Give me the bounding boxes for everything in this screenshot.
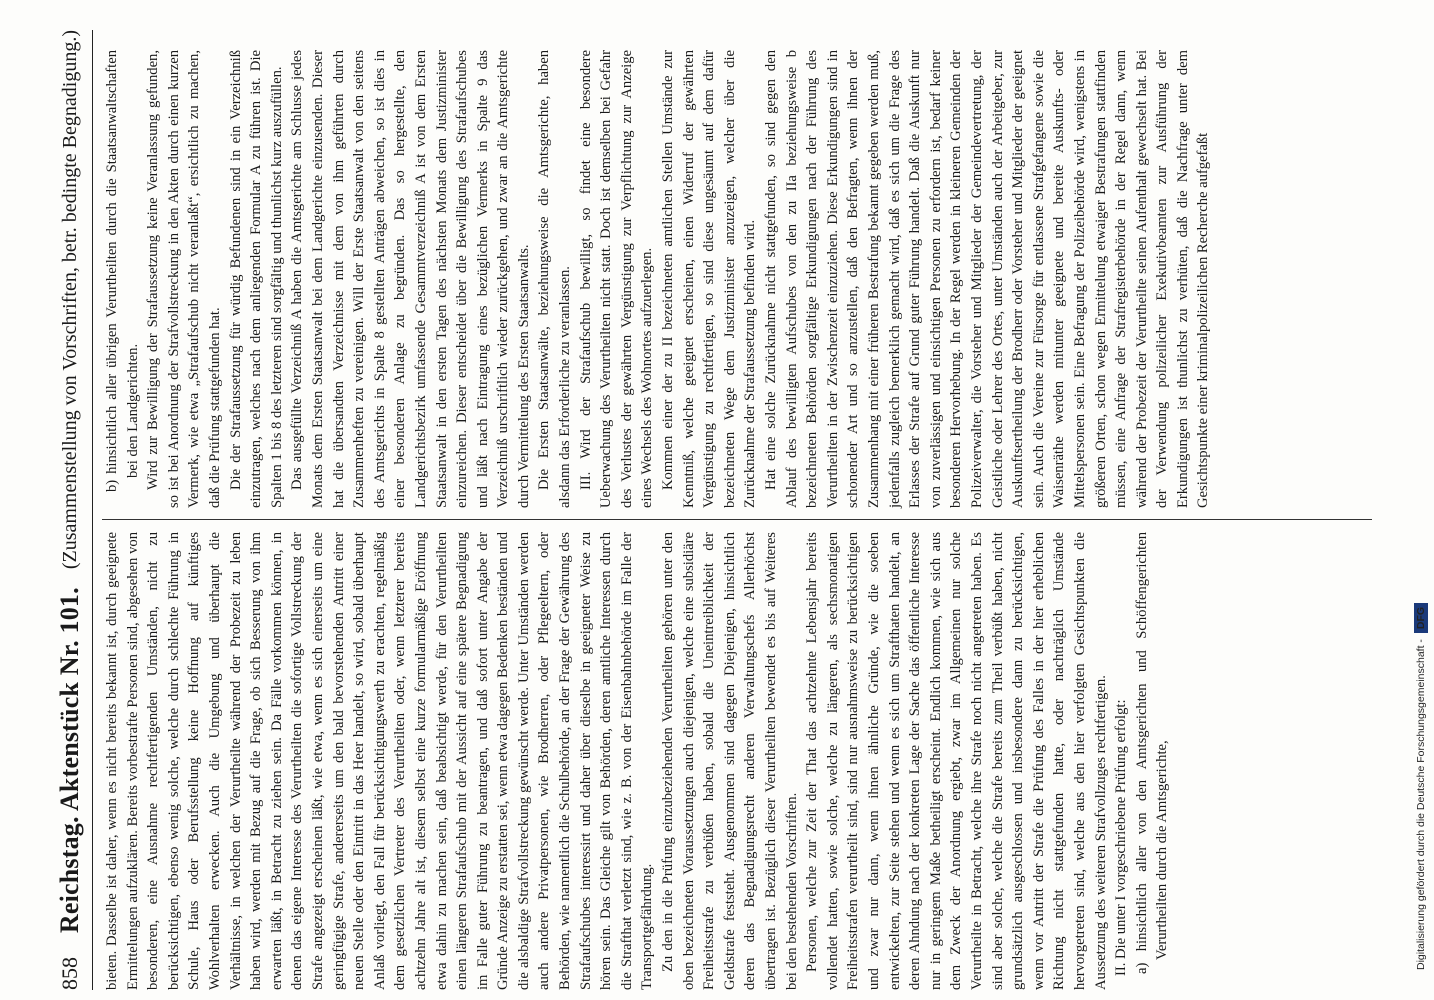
left-paragraph: Zu den in die Prüfung einzubeziehenden Verurtheilten gehören unter den oben bezeichneten Voraussetzungen auch diejenigen, welche eine subsidiäre Freiheitsstrafe zu verbüßen haben, sobald die Uneintreiblichkeit der Geldstrafe feststeht. Ausgenommen sind dagegen Diejenigen, hinsichtlich deren das Begnadigungsrecht anderen Verwaltungschefs Allerhöchst übertragen ist. Bezüglich dieser Verurtheilten bewendet es bis auf Weiteres bei den bestehenden Vorschriften.: [660, 532, 800, 990]
left-paragraph: Personen, welche zur Zeit der That das achtzehnte Lebensjahr bereits vollendet hatten, sowie solche, welche zu längeren, als sechsmonatigen Freiheitsstrafen verurtheilt sind, sind nur ausnahmsweise zu berücksichtigen und zwar nur dann, wenn ihnen ähnliche Gründe, wie die soeben entwickelten, zur Seite stehen und wenn es sich um Strafthaten handelt, an deren Ahndung nach der konkreten Lage der Sache das öffentliche Interesse nur in geringem Maße betheiligt erscheint. Endlich kommen, wie sich aus dem Zweck der Anordnung ergiebt, zwar im Allgemeinen nur solche Verurtheilte in Betracht, welche ihre Strafe noch nicht angetreten haben. Es sind aber solche, welche die Strafe bereits zum Theil verbüßt haben, nicht grundsätzlich ausgeschlossen und insbesondere dann zu berücksichtigen, wenn vor Antritt der Strafe die Prüfung des Falles in der hier erheblichen Richtung nicht stattgefunden hatte, oder nachträglich Umstände hervorgetreten sind, welche aus den hier verfolgten Gesichtspunkten die Aussetzung des weiteren Strafvollzuges rechtfertigen.: [804, 532, 1109, 990]
rotated-document: [50, 30, 1390, 990]
right-column: [102, 50, 1214, 508]
column-divider: [102, 519, 1372, 520]
digitization-note-label: Digitalisierung gefördert durch die Deutsche Forschungsgemeinschaft -: [1415, 639, 1427, 970]
left-paragraph: bieten. Dasselbe ist daher, wenn es nicht bereits bekannt ist, durch geeignete Ermittelungen aufzuklären. Bereits vorbestrafte Personen sind, abgesehen von besonderen, eine Ausnahme rechtfertigenden Umständen, nicht zu berücksichtigen, ebenso wenig solche, welche durch schlechte Führung in Schule, Haus oder Berufsstellung keine Hoffnung auf künftiges Wohlverhalten erwecken. Auch die Umgebung und überhaupt die Verhältnisse, in welchen der Verurtheilte während der Probezeit zu leben haben wird, werden mit Bezug auf die Frage, ob sich Besserung von ihm erwarten läßt, in Betracht zu ziehen sein. Da Fälle vorkommen können, in denen das eigene Interesse des Verurtheilten die sofortige Vollstreckung der Strafe angezeigt erscheinen läßt, wie etwa, wenn es sich einerseits um eine geringfügige Strafe, andererseits um den bald bevorstehenden Antritt einer neuen Stelle oder den Eintritt in das Heer handelt, so wird, sobald überhaupt Anlaß vorliegt, den Fall für berücksichtigungswerth zu erachten, regelmäßig dem gesetzlichen Vertreter des Verurtheilten oder, wenn letzterer bereits achtzehn Jahre alt ist, diesem selbst eine kurze formularmäßige Eröffnung etwa dahin zu machen sein, daß beabsichtigt werde, für den Verurtheilten einen längeren Strafaufschub mit der Aussicht auf eine spätere Begnadigung im Falle guter Führung zu beantragen, und daß sofort unter Angabe der Gründe Anzeige zu erstatten sei, wenn etwa dagegen Bedenken beständen und die alsbaldige Strafvollstreckung gewünscht werde. Unter Umständen werden auch andere Privatpersonen, wie Brodherren, oder Pflegeeltern, oder Behörden, wie namentlich die Schulbehörde, an der Frage der Gewährung des Strafaufschubes interessirt und daher über dieselbe in geeigneter Weise zu hören sein. Das Gleiche gilt von Behörden, deren amtliche Interessen durch die Strafthat verletzt sind, wie z. B. von der Eisenbahnbehörde im Falle der Transportgefährdung.: [104, 532, 656, 990]
document-title: Reichstag. Aktenstück Nr. 101.: [55, 587, 84, 934]
dfg-badge: DFG: [1414, 603, 1428, 633]
right-paragraph: Wird zur Bewilligung der Strafaussetzung keine Veranlassung gefunden, so ist bei Anordnung der Strafvollstreckung in den Akten durch einen kurzen Vermerk, wie etwa „Strafaufschub nicht veranlaßt“, ersichtlich zu machen, daß die Prüfung stattgefunden hat.: [145, 50, 223, 508]
right-paragraph: Die der Strafaussetzung für würdig Befundenen sind in ein Verzeichniß einzutragen, welches nach dem anliegenden Formular A zu führen ist. Die Spalten 1 bis 8 des letzteren sind sorgfältig und thunlichst kurz auszufüllen.: [227, 50, 285, 508]
right-paragraph: Hat eine solche Zurücknahme nicht stattgefunden, so sind gegen den Ablauf des bewilligten Aufschubes von den zu IIa beziehungsweise b bezeichneten Behörden sorgfältige Erkundigungen nach der Führung des Verurtheilten in der Zwischenzeit einzuziehen. Diese Erkundigungen sind in schonender Art und so anzustellen, daß den Befragten, wenn ihnen der Zusammenhang mit einer früheren Bestrafung bekannt gegeben werden muß, jedenfalls zugleich bemerklich gemacht wird, daß es sich um die Frage des Erlasses der Strafe auf Grund guter Führung handelt. Daß die Auskunft nur von zuverlässigen und einsichtigen Personen zu erfordern ist, bedarf keiner besonderen Hervorhebung. In der Regel werden in kleineren Gemeinden der Polizeiverwalter, die Vorsteher und Mitglieder der Gemeindevertretung, der Geistliche oder Lehrer des Ortes, unter Umständen auch der Arbeitgeber, zur Auskunftsertheilung der Brodherr oder Vorsteher und Mitglieder der geeignet sein. Auch die Vereine zur Fürsorge für entlassene Strafgefangene sowie die Waisenräthe werden mitunter geeignete und bereite Auskunfts- oder Mittelspersonen sein. Eine Befragung der Polizeibehörde wird, wenigstens in größeren Orten, schon wegen Ermittelung etwaiger Bestrafungen stattfinden müssen, eine Anfrage der Strafregisterbehörde in der Regel dann, wenn während der Probezeit der Verurtheilte seinen Aufenthalt gewechselt hat. Bei der Verwendung polizeilicher Exekutivbeamten zur Ausführung der Erkundigungen ist thunlichst zu verhüten, daß die Nachfrage unter dem Gesichtspunkte einer kriminalpolizeilichen Recherche aufgefaßt: [763, 50, 1212, 508]
digitization-note: [1414, 10, 1428, 970]
left-paragraph: II. Die unter I vorgeschriebene Prüfung erfolgt:: [1113, 699, 1130, 976]
left-paragraph: a) hinsichtlich aller von den Amtsgerichten und Schöffengerichten Verurtheilten durch die Amtsgerichte,: [1133, 532, 1171, 974]
right-paragraph: III. Wird der Strafaufschub bewilligt, so findet eine besondere Ueberwachung des Verurtheilten nicht statt. Doch ist demselben bei Gefahr des Verlustes der gewährten Vergünstigung zur Verpflichtung zur Anzeige eines Wechsels des Wohnortes aufzuerlegen.: [577, 50, 656, 508]
right-paragraph: Kommen einer der zu II bezeichneten amtlichen Stellen Umstände zur Kenntniß, welche geeignet erscheinen, einen Widerruf der gewährten Vergünstigung zu rechtfertigen, so sind diese ungesäumt auf dem dafür bezeichneten Wege dem Justizminister anzuzeigen, welcher über die Zurücknahme der Strafaussetzung befinden wird.: [660, 50, 759, 508]
right-paragraph: Das ausgefüllte Verzeichniß A haben die Amtsgerichte am Schlusse jedes Monats dem Ersten Staatsanwalt bei dem Landgerichte einzusenden. Dieser hat die übersandten Verzeichnisse mit dem von ihm geführten durch Zusammenheften zu vereinigen. Will der Erste Staatsanwalt von den seitens des Amtsgerichts in Spalte 8 gestellten Anträgen abweichen, so ist dies in einer besonderen Anlage zu begründen. Das so hergestellte, den Landgerichtsbezirk umfassende Gesammtverzeichniß A ist von dem Ersten Staatsanwalt in den ersten Tagen des nächsten Monats dem Justizminister einzureichen. Dieser entscheidet über die Bewilligung des Strafaufschubes und läßt nach Eintragung eines bezüglichen Vermerks in Spalte 9 das Verzeichniß urschriftlich wieder zurückgehen, und zwar an die Amtsgerichte durch Vermittelung des Ersten Staatsanwalts.: [289, 50, 532, 508]
right-paragraph: Die Ersten Staatsanwälte, beziehungsweise die Amtsgerichte, haben alsdann das Erforderliche zu veranlassen.: [536, 50, 574, 508]
page-header: [50, 30, 90, 990]
document-subtitle: (Zusammenstellung von Vorschriften, betr. bedingte Begnadigung.): [58, 30, 81, 570]
page-number: 858: [57, 957, 82, 990]
header-rule: [92, 30, 93, 990]
left-column: [102, 532, 1173, 990]
right-paragraph: b) hinsichtlich aller übrigen Verurtheilten durch die Staatsanwaltschaften bei den Landgerichten.: [104, 50, 141, 492]
digitization-note-text: [1414, 603, 1428, 970]
